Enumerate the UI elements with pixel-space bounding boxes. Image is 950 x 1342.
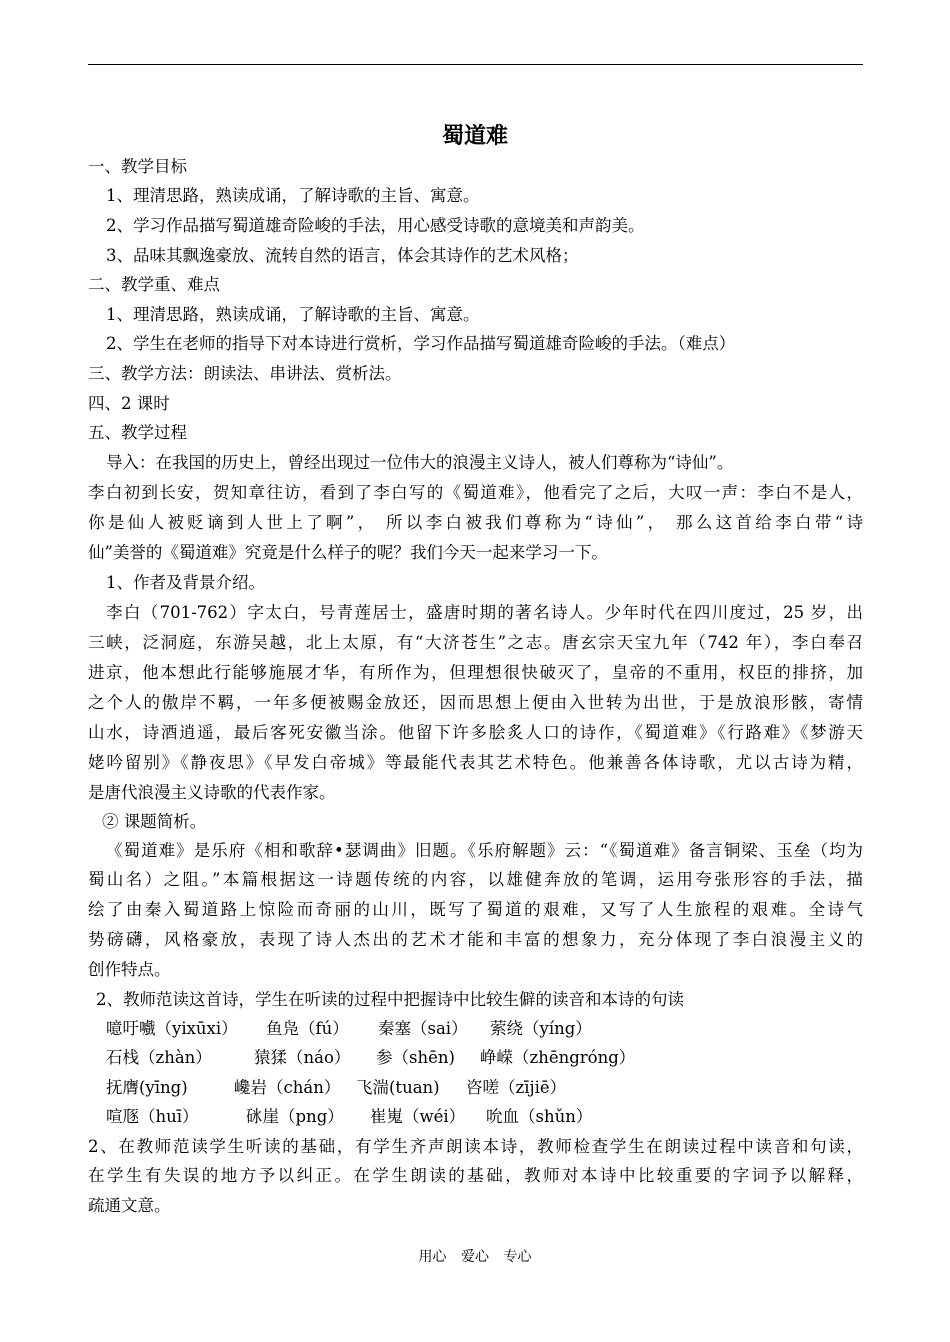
analysis-paragraph-line: 《蜀道难》是乐府《相和歌辞•瑟调曲》旧题。《乐府解题》云：“《蜀道难》备言铜梁、玉垒（均为 [106,841,863,860]
objective-item: 1、理清思路，熟读成诵，了解诗歌的主旨、寓意。 [106,186,480,205]
closing-paragraph-line: 2、在教师范读学生听读的基础，有学生齐声朗读本诗，教师检查学生在朗读过程中读音和句读， [88,1137,863,1156]
intro-paragraph-line: 仙”美誉的《蜀道难》究竟是什么样子的呢？我们今天一起来学习一下。 [88,543,608,562]
author-paragraph-line: 进京，他本想此行能够施展才华，有所作为，但理想很快破灭了，皇帝的不重用，权臣的排挤，加 [88,663,863,682]
pronunciation-row [106,1046,635,1070]
page-footer: 用心 爱心 专心 [418,1249,532,1265]
pronunciation-entry: 秦塞（sai） [378,1019,468,1038]
intro-paragraph-line: 导入：在我国的历史上，曾经出现过一位伟大的浪漫主义诗人，被人们尊称为“诗仙”。 [106,453,734,472]
pronunciation-entry: 萦绕（yíng） [490,1019,592,1038]
pronunciation-entry: 参（shēn) [376,1048,455,1067]
author-paragraph-line: 是唐代浪漫主义诗歌的代表作家。 [88,783,336,802]
pronunciation-entry: 崔嵬（wéi） [370,1107,466,1126]
pronunciation-row [106,1076,566,1100]
objective-item: 3、品味其飘逸豪放、流转自然的语言，体会其诗作的艺术风格； [106,246,579,265]
key-point-item: 1、理清思路，熟读成诵，了解诗歌的主旨、寓意。 [106,305,480,324]
section-heading-methods: 三、教学方法：朗读法、串讲法、赏析法。 [88,364,402,383]
analysis-paragraph-line: 蜀山名）之阻。”本篇根据这一诗题传统的内容，以雄健奔放的笔调，运用夸张形容的手法，描 [88,870,863,889]
analysis-paragraph-line: 势磅礴，风格豪放，表现了诗人杰出的艺术才能和丰富的想象力，充分体现了李白浪漫主义的 [88,930,863,949]
pronunciation-entry: 喧豗（huī） [106,1107,199,1126]
author-paragraph-line: 山水，诗酒逍遥，最后客死安徽当涂。他留下许多脍炙人口的诗作，《蜀道难》《行路难》《梦游天 [88,723,863,742]
pronunciation-entry: 吮血（shǔn） [486,1107,593,1126]
pronunciation-entry: 鱼凫（fú） [266,1019,349,1038]
closing-paragraph-line: 在学生有失误的地方予以纠正。在学生朗读的基础，教师对本诗中比较重要的字词予以解释， [88,1166,863,1185]
pronunciation-entry: 砯崖（png） [246,1107,344,1126]
document-title: 蜀道难 [441,123,508,149]
analysis-paragraph-line: 绘了由秦入蜀道路上惊险而奇丽的山川，既写了蜀道的艰难，又写了人生旅程的艰难。全诗气 [88,900,863,919]
subsection-heading-reading: 2、教师范读这首诗，学生在听读的过程中把握诗中比较生僻的读音和本诗的句读 [96,990,684,1009]
pronunciation-entry: 猿猱（náo） [254,1048,351,1067]
author-paragraph-line: 姥吟留别》《静夜思》《早发白帝城》等最能代表其艺术特色。他兼善各体诗歌，尤以古诗为精， [88,753,863,772]
header-rule [88,64,863,65]
key-point-item: 2、学生在老师的指导下对本诗进行赏析，学习作品描写蜀道雄奇险峻的手法。（难点） [106,334,736,353]
pronunciation-entry: 噫吁嚱（yixūxi） [106,1019,238,1038]
pronunciation-entry: 飞湍(tuan) [356,1078,440,1097]
analysis-paragraph-line: 创作特点。 [88,960,171,979]
section-heading-periods: 四、2 课时 [88,394,170,413]
pronunciation-entry: 巉岩（chán） [234,1078,341,1097]
pronunciation-entry: 抚膺(yīng) [106,1078,188,1097]
pronunciation-entry: 峥嵘（zhēngróng） [480,1048,636,1067]
subsection-heading-author: 1、作者及背景介绍。 [106,573,265,592]
author-paragraph-line: 李白（701-762）字太白，号青莲居士，盛唐时期的著名诗人。少年时代在四川度过，25 岁，出 [106,603,863,622]
author-paragraph-line: 三峡，泛洞庭，东游吴越，北上太原，有“大济苍生”之志。唐玄宗天宝九年（742 年），李白奉召 [88,633,863,652]
pronunciation-row [106,1017,592,1041]
closing-paragraph-line: 疏通文意。 [88,1196,171,1215]
intro-paragraph-line: 李白初到长安，贺知章往访，看到了李白写的《蜀道难》，他看完了之后，大叹一声：李白不是人， [88,483,863,502]
pronunciation-row [106,1105,592,1129]
pronunciation-entry: 石栈（zhàn） [106,1048,212,1067]
section-heading-objectives: 一、教学目标 [88,157,187,176]
author-paragraph-line: 之个人的傲岸不羁，一年多便被赐金放还，因而思想上便由入世转为出世，于是放浪形骸，寄情 [88,693,863,712]
subsection-heading-title-analysis: ② 课题简析。 [102,812,207,831]
objective-item: 2、学习作品描写蜀道雄奇险峻的手法，用心感受诗歌的意境美和声韵美。 [106,216,645,235]
section-heading-key-points: 二、教学重、难点 [88,275,220,294]
section-heading-process: 五、教学过程 [88,423,187,442]
intro-paragraph-line: 你是仙人被贬谪到人世上了啊”， 所以李白被我们尊称为“诗仙”， 那么这首给李白带“诗 [88,513,863,532]
pronunciation-entry: 咨嗟（zījiē） [466,1078,567,1097]
